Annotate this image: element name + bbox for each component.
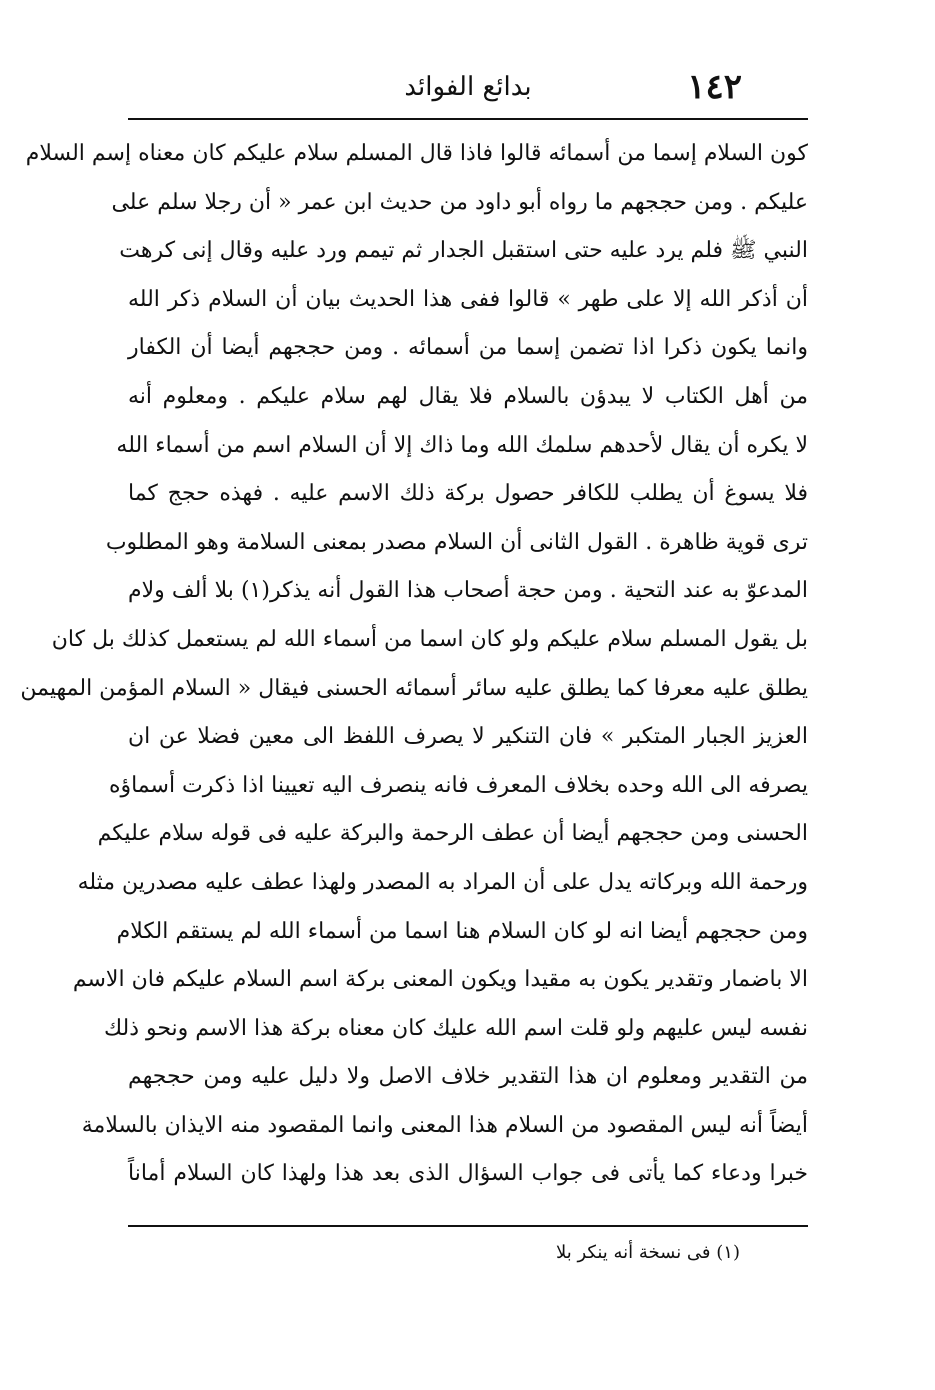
text-line: ورحمة الله وبركاته يدل على أن المراد به المصدر ولهذا عطف عليه مصدرين مثله: [77, 869, 808, 895]
text-line: أيضاً أنه ليس المقصود من السلام هذا المعنى وانما المقصود منه الايذان بالسلامة: [81, 1112, 808, 1138]
text-line: العزيز الجبار المتكبر » فان التنكير لا يصرف اللفظ الى معين فضلا عن ان: [128, 724, 808, 750]
text-line: وانما يكون ذكرا اذا تضمن إسما من أسمائه . ومن حججهم أيضا أن الكفار: [128, 335, 808, 361]
text-line: يصرفه الى الله وحده بخلاف المعرف فانه ينصرف اليه تعيينا اذا ذكرت أسماؤه: [108, 772, 808, 798]
text-line: من أهل الكتاب لا يبدؤن بالسلام فلا يقال لهم سلام عليكم . ومعلوم أنه: [128, 383, 808, 409]
text-line: المدعوّ به عند التحية . ومن حجة أصحاب هذا القول أنه يذكر(١) بلا ألف ولام: [128, 578, 808, 604]
running-title: بدائع الفوائد: [404, 72, 532, 102]
footnote: (١) فى نسخة أنه ينكر بلا: [555, 1242, 740, 1263]
text-line: نفسه ليس عليهم ولو قلت اسم الله عليك كان معناه بركة هذا الاسم ونحو ذلك: [103, 1015, 808, 1041]
text-line: الحسنى ومن حججهم أيضا أن عطف الرحمة والبركة عليه فى قوله سلام عليكم: [97, 821, 808, 847]
text-line: لا يكره أن يقال لأحدهم سلمك الله وما ذاك إلا أن السلام اسم من أسماء الله: [116, 432, 808, 458]
page-header: [128, 62, 808, 112]
text-line: خبرا ودعاء كما يأتى فى جواب السؤال الذى بعد هذا ولهذا كان السلام أماناً: [128, 1161, 808, 1187]
text-line: كون السلام إسما من أسمائه قالوا فاذا قال المسلم سلام عليكم كان معناه إسم السلام: [25, 141, 808, 166]
text-line: ترى قوية ظاهرة . القول الثانى أن السلام مصدر بمعنى السلامة وهو المطلوب: [105, 529, 808, 555]
text-line: ومن حججهم أيضا انه لو كان السلام هنا اسما من أسماء الله لم يستقم الكلام: [116, 918, 808, 944]
text-line: يطلق عليه معرفا كما يطلق عليه سائر أسمائه الحسنى فيقال « السلام المؤمن المهيمن: [20, 675, 808, 701]
footnote-rule: [128, 1225, 808, 1227]
header-rule: [128, 118, 808, 120]
text-line: فلا يسوغ أن يطلب للكافر حصول بركة ذلك الاسم عليه . فهذه حجج كما: [128, 481, 808, 507]
text-line: الا باضمار وتقدير يكون به مقيدا ويكون المعنى بركة اسم السلام عليكم فان الاسم: [72, 967, 808, 993]
body-text: [20, 130, 808, 1199]
text-line: أن أذكر الله إلا على طهر » قالوا ففى هذا الحديث بيان أن السلام ذكر الله: [128, 286, 808, 312]
text-line: من التقدير ومعلوم ان هذا التقدير خلاف الاصل ولا دليل عليه ومن حججهم: [128, 1064, 808, 1090]
text-line: بل يقول المسلم سلام عليكم ولو كان اسما من أسماء الله لم يستعمل كذلك بل كان: [51, 626, 808, 652]
text-line: النبي ﷺ فلم يرد عليه حتى استقبل الجدار ثم تيمم ورد عليه وقال إنى كرهت: [119, 238, 808, 264]
page-number: ١٤٢: [687, 67, 742, 107]
text-line: عليكم . ومن حججهم ما رواه أبو داود من حديث ابن عمر « أن رجلا سلم على: [111, 189, 808, 215]
